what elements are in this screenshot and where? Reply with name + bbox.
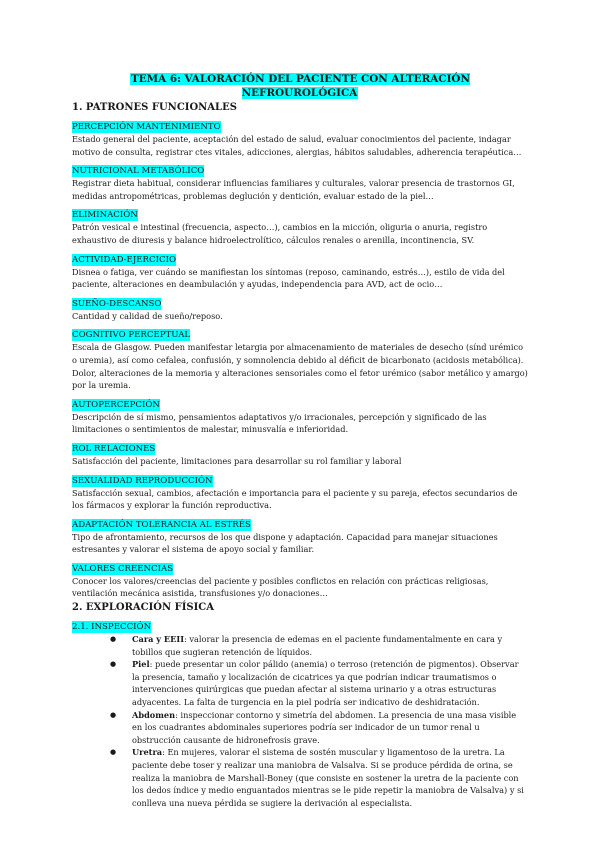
- subsection-label: SEXUALIDAD REPRODUCCIÓN: [72, 475, 213, 486]
- bullet-term: Cara y EEII: [132, 634, 185, 645]
- document-title: [72, 72, 528, 100]
- subsection-block: [72, 392, 528, 436]
- bullet-term: Piel: [132, 659, 150, 670]
- title-highlight: TEMA 6: VALORACIÓN DEL PACIENTE CON ALTERACIÓN NEFROUROLÓGICA: [131, 73, 470, 99]
- subsection-block: [72, 202, 528, 246]
- subsection-text: Descripción de sí mismo, pensamientos adaptativos y/o irracionales, percepción y significado de las limitaciones o sentimientos de malestar, minusvalía e inferioridad.: [72, 411, 487, 435]
- subsection-block: [72, 247, 528, 291]
- subsection-text: Satisfacción sexual, cambios, afectación e importancia para el paciente y su pareja, efectos secundarios de los fármacos y explorar la función reproductiva.: [72, 487, 518, 511]
- subsection-label: ELIMINACIÓN: [72, 210, 138, 221]
- bullet-term: Abdomen: [132, 709, 176, 720]
- subsection-block: [72, 468, 528, 512]
- subsection-text: Escala de Glasgow. Pueden manifestar letargia por almacenamiento de materiales de desecho (sínd urémico o uremia), así como cefalea, confusión, y somnolencia debido al déficit de bicarbonato (acidosis metabólica). Dolor, alteraciones de la memoria y alteraciones sensoriales como el fetor urémico (sabor metálico y amargo) por la uremia.: [72, 342, 528, 391]
- subsection-text: Conocer los valores/creencias del paciente y posibles conflictos en relación con prácticas religiosas, ventilación mecánica asistida, transfusiones y/o donaciones…: [72, 575, 489, 599]
- subsection-text: Estado general del paciente, aceptación del estado de salud, evaluar conocimientos del paciente, indagar motivo de consulta, registrar ctes vitales, adicciones, alergias, hábitos saludables, adherencia terapéutica…: [72, 134, 522, 157]
- bullet-text: : inspeccionar contorno y simetría del abdomen. La presencia de una masa visible en los cuadrantes abdominales superiores podría ser indicador de un tumor renal u obstrucción causante de hidronefrosis grave.: [132, 709, 517, 745]
- subsection-block: [72, 556, 528, 600]
- subsection-text: Registrar dieta habitual, considerar influencias familiares y culturales, valorar presencia de trastornos GI, medidas antropométricas, problemas deglución y dentición, evaluar estado de la piel…: [72, 178, 515, 201]
- subsection-label: PERCEPCIÓN MANTENIMIENTO: [72, 122, 221, 132]
- bullet-item: [132, 709, 528, 747]
- patrones-list: [72, 114, 528, 600]
- subsection-inspeccion: [72, 614, 528, 633]
- subsection-label: ADAPTACIÓN TOLERANCIA AL ESTRÉS: [72, 519, 251, 530]
- subsection-label: AUTOPERCEPCIÓN: [72, 399, 160, 410]
- subsection-label: SUEÑO-DESCANSO: [72, 298, 162, 309]
- section-heading-patrones: 1. PATRONES FUNCIONALES: [72, 102, 237, 113]
- subsection-label: NUTRICIONAL METABÓLICO: [72, 166, 205, 177]
- subsection-text: Disnea o fatiga, ver cuándo se manifiestan los síntomas (reposo, caminando, estrés…), estilo de vida del paciente, alteraciones en deambulación y ayudas, independencia para AVD, act de ocio…: [72, 266, 505, 290]
- subsection-label: ROL RELACIONES: [72, 443, 156, 454]
- bullet-text: : valorar la presencia de edemas en el paciente fundamentalmente en cara y tobillos que sugieran retención de líquidos.: [132, 634, 503, 657]
- subsection-block: [72, 436, 528, 468]
- bullet-item: [132, 658, 528, 708]
- subsection-label: VALORES CREENCIAS: [72, 563, 174, 574]
- bullet-item: [132, 633, 528, 658]
- subsection-text: Patrón vesical e intestinal (frecuencia, aspecto…), cambios en la micción, oliguria o anuria, registro exhaustivo de diuresis y balance hidroelectrolítico, cálculos renales o arenilla, incontinencia, SV.: [72, 222, 488, 245]
- bullet-text: : En mujeres, valorar el sistema de sostén muscular y ligamentoso de la uretra. La paciente debe toser y realizar una maniobra de Valsalva. Si se produce pérdida de orina, se realiza la maniobra de Marshall-Boney (que consiste en sostener la uretra de la paciente con los dedos índice y medio enguantados mientras se le pide repetir la maniobra de Valsalva) y si conlleva una nueva pérdida se sugiere la derivación al especialista.: [132, 747, 524, 808]
- subsection-block: [72, 291, 528, 323]
- subsection-block: [72, 158, 528, 202]
- subsection-label: COGNITIVO PERCEPTUAL: [72, 330, 191, 341]
- subsection-text: Satisfacción del paciente, limitaciones para desarrollar su rol familiar y laboral: [72, 455, 402, 466]
- section-heading-exploracion: 2. EXPLORACIÓN FÍSICA: [72, 602, 214, 614]
- bullet-item: [132, 746, 528, 809]
- bullet-text: : puede presentar un color pálido (anemia) o terroso (retención de pigmentos). Observar la presencia, tamaño y localización de cicatrices ya que podrían indicar traumatismos o intervenciones quirúrgicas que puedan afectar al sistema urinario y a otras estructuras adyacentes. La falta de turgencia en la piel podría ser indicativo de deshidratación.: [132, 659, 519, 708]
- subsection-block: [72, 114, 528, 158]
- bullet-term: Uretra: [132, 747, 163, 758]
- subsection-label: ACTIVIDAD-EJERCICIO: [72, 254, 177, 265]
- subsection-text: Tipo de afrontamiento, recursos de los que dispone y adaptación. Capacidad para manejar situaciones estresantes y valorar el sistema de apoyo social y familiar.: [72, 531, 498, 555]
- inspection-bullet-list: [72, 633, 528, 809]
- subsection-label-inspeccion: 2.1. INSPECCIÓN: [72, 622, 152, 633]
- subsection-text: Cantidad y calidad de sueño/reposo.: [72, 310, 223, 321]
- subsection-block: [72, 512, 528, 556]
- subsection-block: [72, 322, 528, 391]
